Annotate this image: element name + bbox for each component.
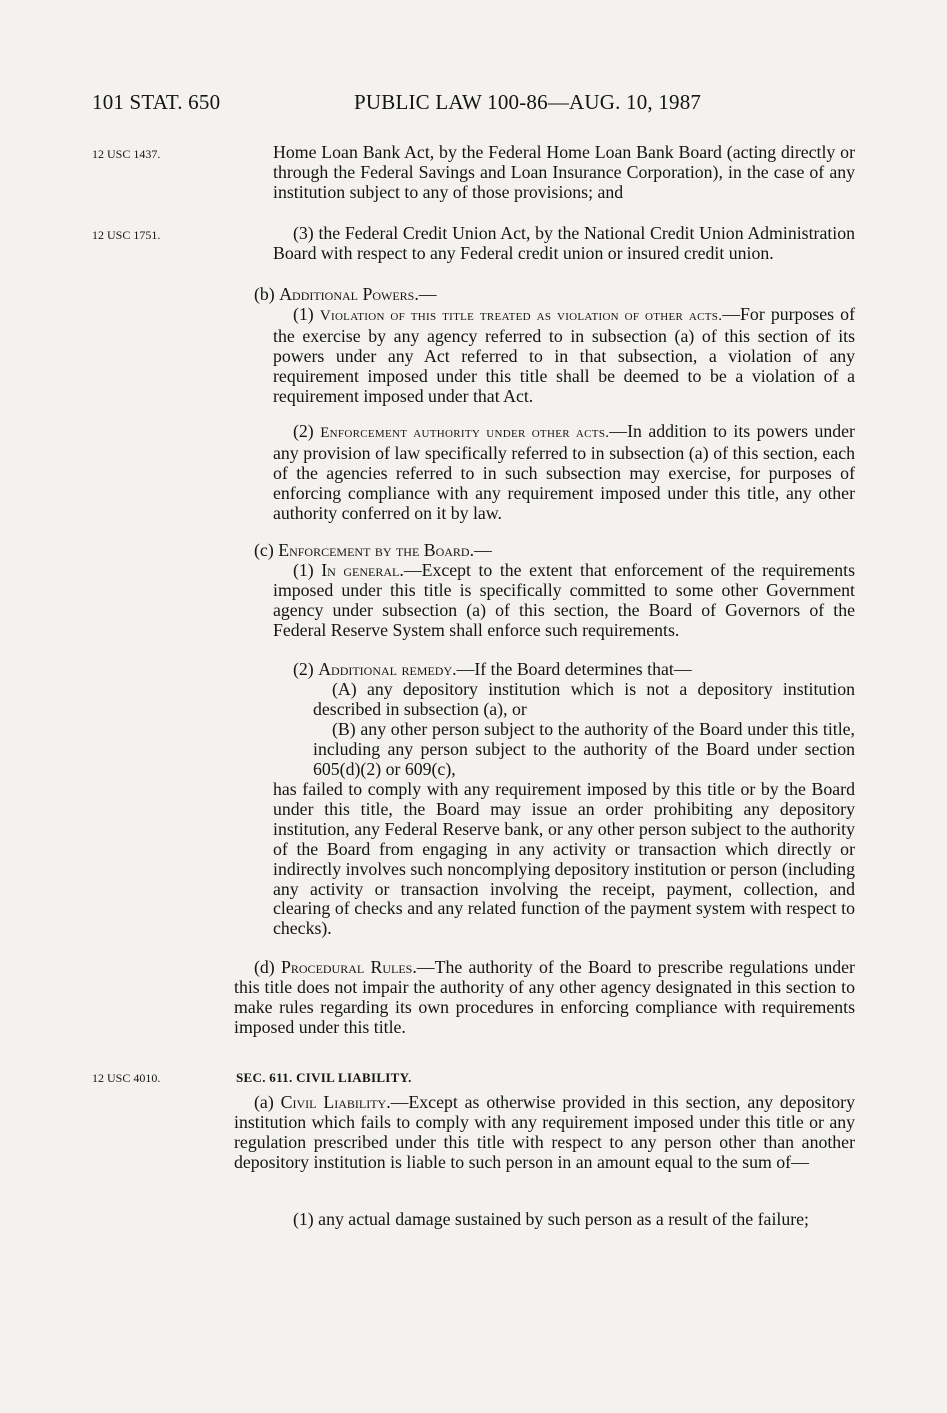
page-title: PUBLIC LAW 100-86—AUG. 10, 1987 [354, 90, 702, 114]
subsection-label: (d) [254, 957, 275, 977]
subsection-title: Civil Liability. [280, 1092, 391, 1112]
clause: (B) any other person subject to the authority of the Board under this title, including any person subject to the authority of the Board under section 605(d)(2) or 609(c), [313, 719, 855, 779]
subsection-title: Procedural Rules. [281, 957, 417, 977]
paragraph [273, 305, 855, 407]
subsection-heading [254, 541, 855, 561]
paragraph-text: —If the Board determines that— [456, 659, 692, 679]
page-citation: 101 STAT. 650 [92, 90, 221, 114]
margin-note: 12 USC 1437. [92, 147, 161, 161]
paragraph-title: In general. [321, 560, 404, 580]
paragraph-text: —Except as otherwise provided in this section, any depository institution which fails to comply with any requirement imposed under this title or any regulation prescribed under this title with respect to any person other than another depository institution is liable to such person in an amount equal to the sum of— [234, 1092, 855, 1172]
paragraph-label: (1) [293, 304, 314, 324]
subsection-heading [254, 285, 855, 305]
paragraph [234, 958, 855, 1038]
subsection-label: (c) [254, 540, 274, 560]
paragraph: has failed to comply with any requirement imposed by this title or by the Board under this title, the Board may issue an order prohibiting any depository institution, any Federal Reserve bank, or any other person subject to the authority of the Board from engaging in any activity or transaction which directly or indirectly involves such noncomplying depository institution or person (including any activity or transaction involving the receipt, payment, collection, and clearing of checks and any related function of the payment system with respect to checks). [273, 779, 855, 939]
paragraph: Home Loan Bank Act, by the Federal Home Loan Bank Board (acting directly or through the Federal Savings and Loan Insurance Corporation), in the case of any institution subject to any of those provisions; and [273, 142, 855, 202]
margin-note: 12 USC 4010. [92, 1071, 161, 1085]
paragraph-text: —For purposes of the exercise by any agency referred to in subsection (a) of this section of its powers under any Act referred to in that subsection, a violation of any requirement imposed under this title shall be deemed to be a violation of a requirement imposed under that Act. [273, 304, 855, 406]
subsection-title: Enforcement by the Board.— [278, 540, 492, 560]
paragraph [273, 422, 855, 524]
paragraph-text: —In addition to its powers under any provision of law specifically referred to in subsection (a) of this section, each of the agencies referred to in such subsection may exercise, for purposes of enforcing compliance with any requirement imposed under this title, any other authority conferred on it by law. [273, 421, 855, 523]
paragraph-title: Violation of this title treated as violation of other acts. [319, 308, 723, 324]
paragraph [273, 561, 855, 641]
subsection-title: Additional Powers.— [279, 284, 437, 304]
paragraph-label: (2) [293, 421, 314, 441]
paragraph [234, 1093, 855, 1173]
paragraph-text: —Except to the extent that enforcement of the requirements imposed under this title is specifically committed to some other Government agency under subsection (a) of this section, the Board of Governors of the Federal Reserve System shall enforce such requirements. [273, 560, 855, 640]
paragraph-text: —The authority of the Board to prescribe regulations under this title does not impair the authority of any other agency designated in this section to make rules regarding its own procedures in enforcing compliance with requirements imposed under this title. [234, 957, 855, 1037]
paragraph-title: Additional remedy. [318, 659, 457, 679]
paragraph-label: (2) [293, 659, 314, 679]
paragraph-title: Enforcement authority under other acts. [320, 425, 610, 441]
subsection-label: (b) [254, 284, 275, 304]
paragraph-label: (1) [293, 560, 314, 580]
paragraph: (3) the Federal Credit Union Act, by the National Credit Union Administration Board with respect to any Federal credit union or insured credit union. [273, 223, 855, 263]
section-heading: SEC. 611. CIVIL LIABILITY. [236, 1070, 412, 1085]
clause: (A) any depository institution which is not a depository institution described in subsection (a), or [313, 679, 855, 719]
paragraph: (1) any actual damage sustained by such person as a result of the failure; [293, 1209, 809, 1229]
subsection-label: (a) [254, 1092, 274, 1112]
paragraph [273, 660, 855, 680]
margin-note: 12 USC 1751. [92, 228, 161, 242]
